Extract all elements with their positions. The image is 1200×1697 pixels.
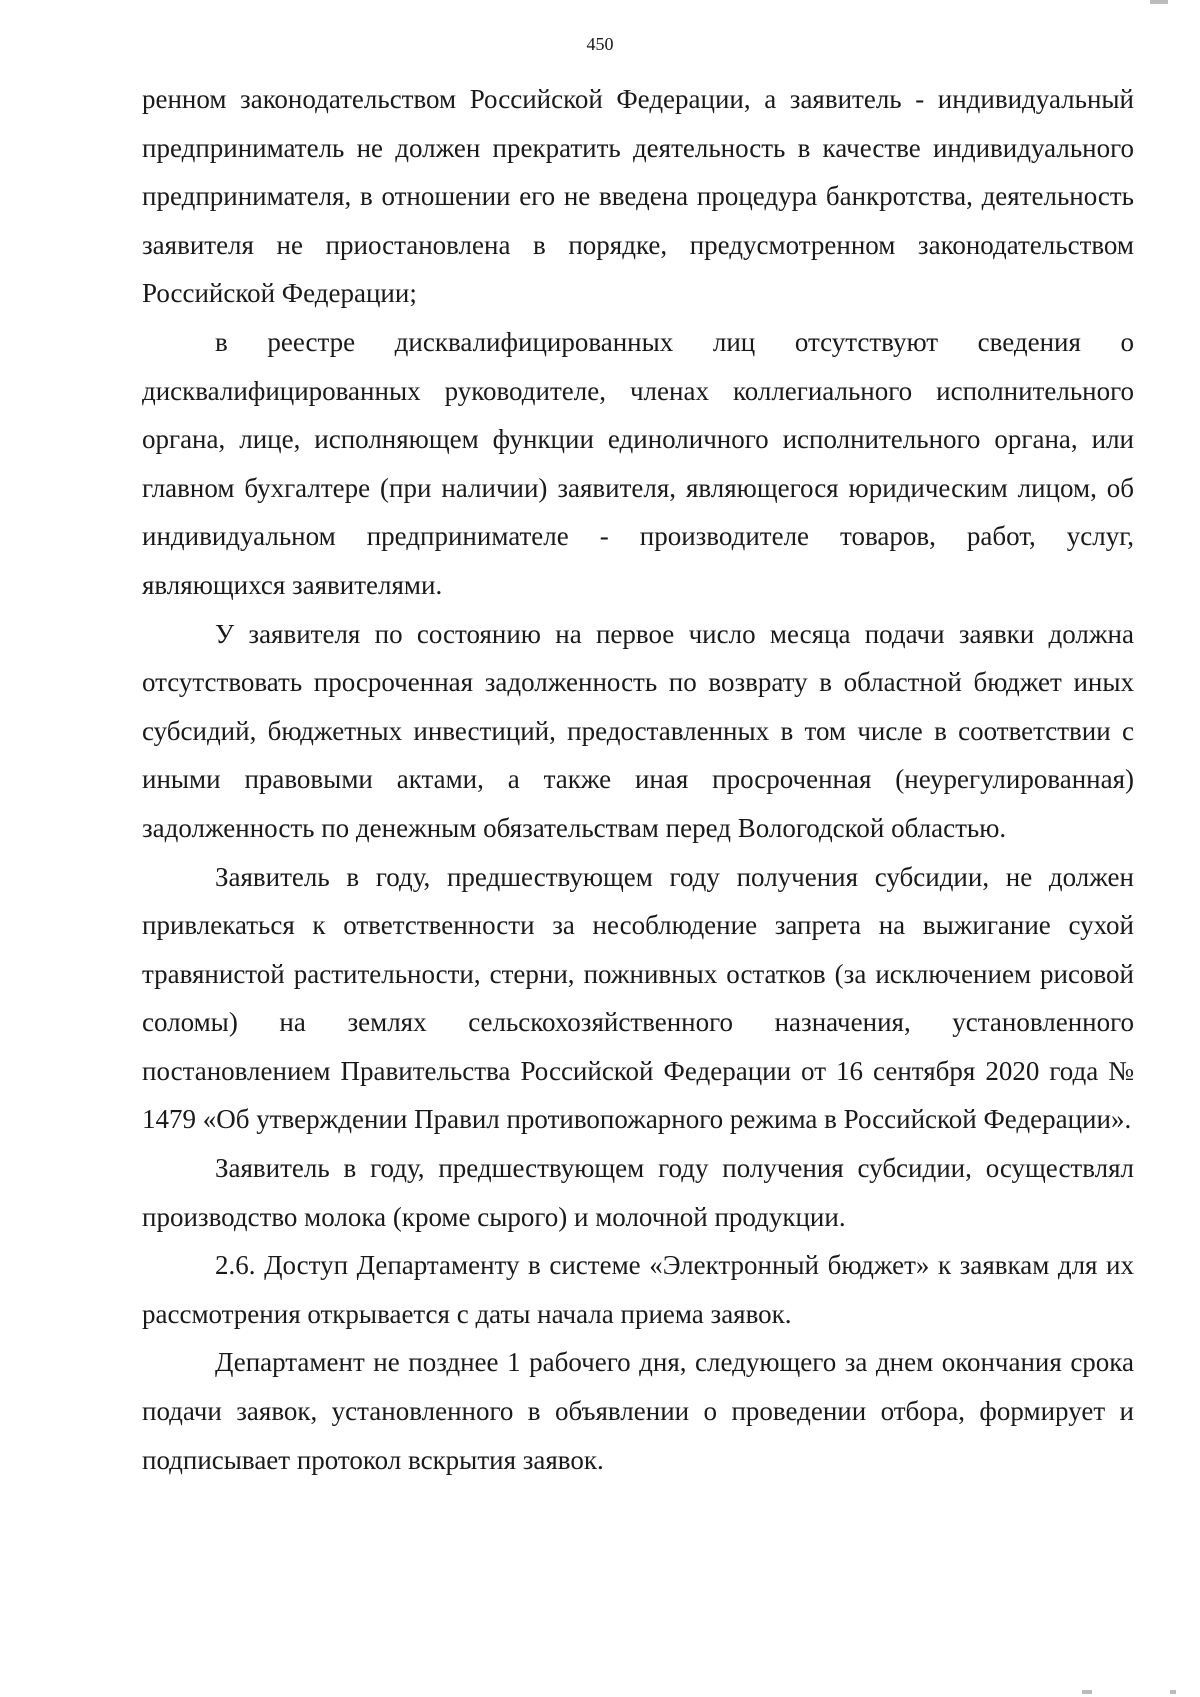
paragraph-continuation: ренном законодательством Российской Федерации, а заявитель - индивидуальный предприниматель не должен прекратить деятельность в качестве индивидуального предпринимателя, в отношении его не введена процедура банкротства, деятельность заявителя не приостановлена в порядке, предусмотренном законодательством Российской Федерации;	[142, 84, 1134, 309]
scan-artifact	[1082, 1690, 1092, 1694]
page-number: 450	[586, 34, 614, 54]
document-body	[142, 75, 1134, 1484]
paragraph-opening-protocol: Департамент не позднее 1 рабочего дня, следующего за днем окончания срока подачи заявок, установленного в объявлении о проведении отбора, формирует и подписывает протокол вскрытия заявок.	[142, 1347, 1134, 1475]
paragraph-milk-production: Заявитель в году, предшествующем году получения субсидии, осуществлял производство молока (кроме сырого) и молочной продукции.	[142, 1153, 1134, 1232]
paragraph-overdue-debt: У заявителя по состоянию на первое число месяца подачи заявки должна отсутствовать просроченная задолженность по возврату в областной бюджет иных субсидий, бюджетных инвестиций, предоставленных в том числе в соответствии с иными правовыми актами, а также иная просроченная (неурегулированная) задолженность по денежным обязательствам перед Вологодской областью.	[142, 618, 1134, 843]
scan-artifact	[1170, 1690, 1176, 1694]
paragraph-disqualified-registry: в реестре дисквалифицированных лиц отсутствуют сведения о дисквалифицированных руководителе, членах коллегиального исполнительного органа, лице, исполняющем функции единоличного исполнительного органа, или главном бухгалтере (при наличии) заявителя, являющегося юридическим лицом, об индивидуальном предпринимателе - производителе товаров, работ, услуг, являющихся заявителями.	[142, 326, 1134, 600]
paragraph-fire-regime: Заявитель в году, предшествующем году получения субсидии, не должен привлекаться к ответственности за несоблюдение запрета на выжигание сухой травянистой растительности, стерни, пожнивных остатков (за исключением рисовой соломы) на землях сельскохозяйственного назначения, установленного постановлением Правительства Российской Федерации от 16 сентября 2020 года № 1479 «Об утверждении Правил противопожарного режима в Российской Федерации».	[142, 861, 1134, 1135]
scan-artifact	[1150, 0, 1168, 4]
paragraph-section-2-6: 2.6. Доступ Департаменту в системе «Электронный бюджет» к заявкам для их рассмотрения открывается с даты начала приема заявок.	[142, 1250, 1134, 1329]
